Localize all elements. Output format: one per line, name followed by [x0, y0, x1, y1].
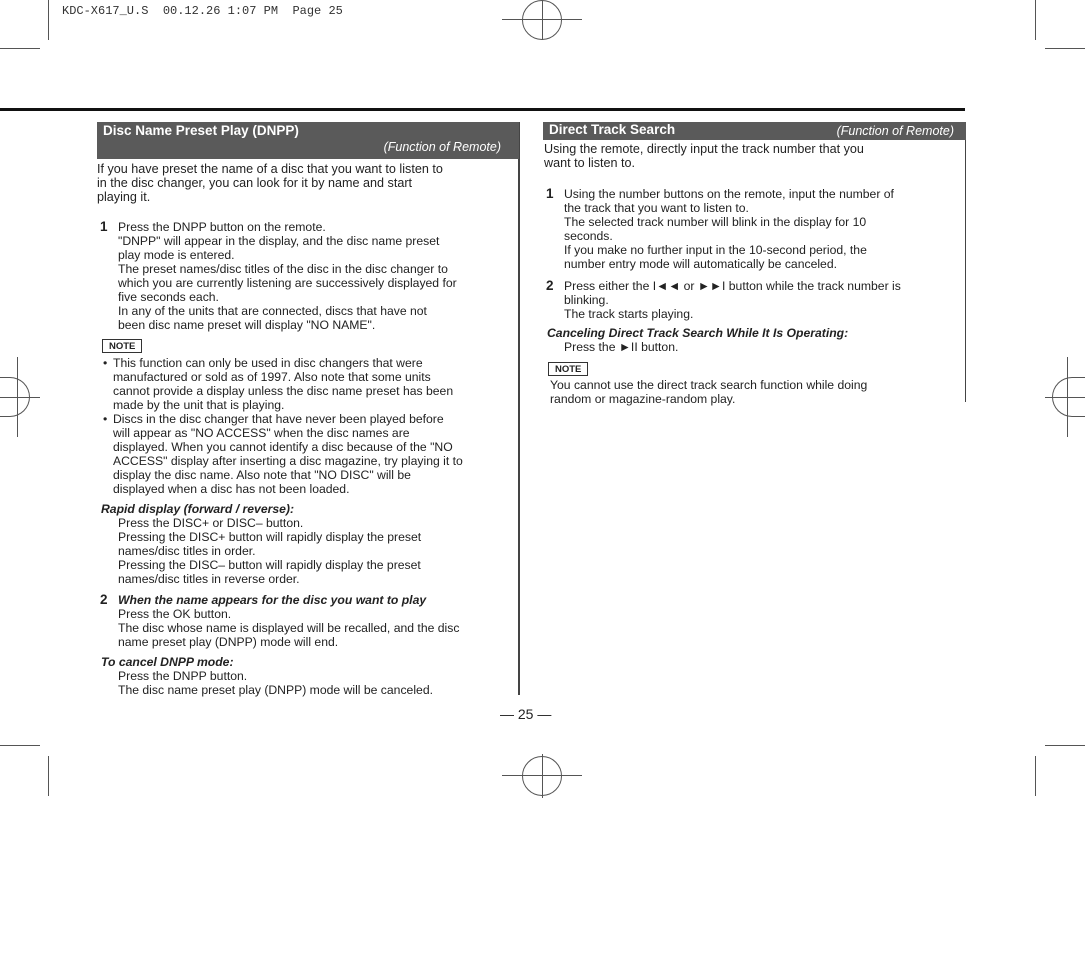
note-text: [543, 378, 966, 406]
text-line: ACCESS" display after inserting a disc magazine, try playing it to: [113, 454, 463, 468]
text-line: If you have preset the name of a disc that you want to listen to: [97, 162, 443, 176]
note-label: NOTE: [548, 362, 588, 376]
text-line: made by the unit that is playing.: [113, 398, 285, 412]
left-column: [97, 122, 519, 697]
text-line: seconds.: [564, 229, 613, 243]
rapid-display-text: [97, 516, 519, 586]
note-label: NOTE: [102, 339, 142, 353]
text-line: The disc whose name is displayed will be recalled, and the disc: [118, 621, 460, 635]
section-header-dnpp: [97, 122, 519, 159]
step-2: [97, 593, 519, 649]
bullet-dot: •: [103, 412, 108, 426]
text-line: names/disc titles in reverse order.: [118, 572, 300, 586]
cancel-dnpp-text: [97, 669, 519, 697]
cancel-direct-track-heading: Canceling Direct Track Search While It Is Operating:: [547, 326, 849, 340]
text-line: Using the number buttons on the remote, input the number of: [564, 187, 894, 201]
text-line: The disc name preset play (DNPP) mode will be canceled.: [118, 683, 433, 697]
text-line: been disc name preset will display "NO NAME".: [118, 318, 376, 332]
step-number: 2: [100, 592, 108, 607]
text-line: Pressing the DISC+ button will rapidly display the preset: [118, 530, 422, 544]
text-line: "DNPP" will appear in the display, and the disc name preset: [118, 234, 440, 248]
text-line: displayed. When you cannot identify a disc because of the "NO: [113, 440, 453, 454]
text-line: Press the DNPP button on the remote.: [118, 220, 326, 234]
crop-mark: [0, 48, 40, 49]
step-1: [543, 187, 966, 271]
text-line: play mode is entered.: [118, 248, 235, 262]
text-line: The selected track number will blink in the display for 10: [564, 215, 867, 229]
note-bullets: [97, 356, 519, 496]
text-line: If you make no further input in the 10-second period, the: [564, 243, 867, 257]
section-header-direct-track: [543, 122, 966, 140]
text-line: Press the DISC+ or DISC– button.: [118, 516, 304, 530]
text-line: This function can only be used in disc changers that were: [113, 356, 423, 370]
registration-line: [1045, 397, 1085, 398]
text-line: number entry mode will automatically be canceled.: [564, 257, 837, 271]
text-line: You cannot use the direct track search function while doing: [550, 378, 868, 392]
text-line: The preset names/disc titles of the disc in the disc changer to: [118, 262, 448, 276]
rapid-display-heading: Rapid display (forward / reverse):: [101, 502, 295, 516]
crop-mark: [1045, 745, 1085, 746]
intro-paragraph: [543, 142, 966, 170]
text-line: the track that you want to listen to.: [564, 201, 749, 215]
cancel-dnpp-heading: To cancel DNPP mode:: [101, 655, 234, 669]
text-line: Press the DNPP button.: [118, 669, 248, 683]
cancel-direct-track-text: Press the ►II button.: [564, 340, 679, 354]
text-line: display the disc name. Also note that "NO DISC" will be: [113, 468, 411, 482]
text-line: names/disc titles in order.: [118, 544, 256, 558]
registration-line: [1067, 357, 1068, 437]
text-line: The track starts playing.: [564, 307, 694, 321]
intro-paragraph: [97, 162, 519, 204]
text-line: five seconds each.: [118, 290, 219, 304]
text-line: name preset play (DNPP) mode will end.: [118, 635, 339, 649]
print-meta: KDC-X617_U.S 00.12.26 1:07 PM Page 25: [62, 4, 343, 18]
registration-line: [542, 0, 543, 40]
step-number: 1: [100, 219, 108, 234]
text-line: random or magazine-random play.: [550, 392, 736, 406]
text-line: blinking.: [564, 293, 609, 307]
text-line: want to listen to.: [544, 156, 636, 170]
function-label: (Function of Remote): [836, 124, 954, 138]
step-heading: When the name appears for the disc you want to play: [118, 593, 427, 607]
text-line: Discs in the disc changer that have never been played before: [113, 412, 444, 426]
text-line: cannot provide a display unless the disc name preset has been: [113, 384, 454, 398]
crop-mark: [48, 0, 49, 40]
text-line: Pressing the DISC– button will rapidly display the preset: [118, 558, 421, 572]
crop-mark: [1035, 0, 1036, 40]
bullet-dot: •: [103, 356, 108, 370]
text-line: playing it.: [97, 190, 151, 204]
registration-line: [542, 754, 543, 798]
page-number: — 25 —: [500, 706, 552, 722]
note-bullet: [97, 356, 519, 412]
text-line: in the disc changer, you can look for it by name and start: [97, 176, 413, 190]
text-line: In any of the units that are connected, discs that have not: [118, 304, 427, 318]
text-line: Press either the I◄◄ or ►►I button while the track number is: [564, 279, 901, 293]
crop-mark: [48, 756, 49, 796]
text-line: will appear as "NO ACCESS" when the disc names are: [113, 426, 410, 440]
crop-mark: [0, 745, 40, 746]
step-1: [97, 220, 519, 332]
registration-line: [17, 357, 18, 437]
text-line: manufactured or sold as of 1997. Also note that some units: [113, 370, 431, 384]
section-title: Disc Name Preset Play (DNPP): [103, 123, 299, 138]
text-line: Using the remote, directly input the track number that you: [544, 142, 864, 156]
top-rule: [0, 108, 965, 111]
note-bullet: [97, 412, 519, 496]
step-number: 2: [546, 278, 554, 293]
text-line: displayed when a disc has not been loaded.: [113, 482, 350, 496]
text-line: Press the OK button.: [118, 607, 232, 621]
step-2: [543, 279, 966, 321]
crop-mark: [1035, 756, 1036, 796]
crop-mark: [1045, 48, 1085, 49]
section-title: Direct Track Search: [549, 122, 676, 137]
registration-line: [0, 397, 40, 398]
function-label: (Function of Remote): [383, 140, 501, 154]
right-column: [543, 122, 966, 406]
text-line: which you are currently listening are successively displayed for: [118, 276, 457, 290]
step-number: 1: [546, 186, 554, 201]
